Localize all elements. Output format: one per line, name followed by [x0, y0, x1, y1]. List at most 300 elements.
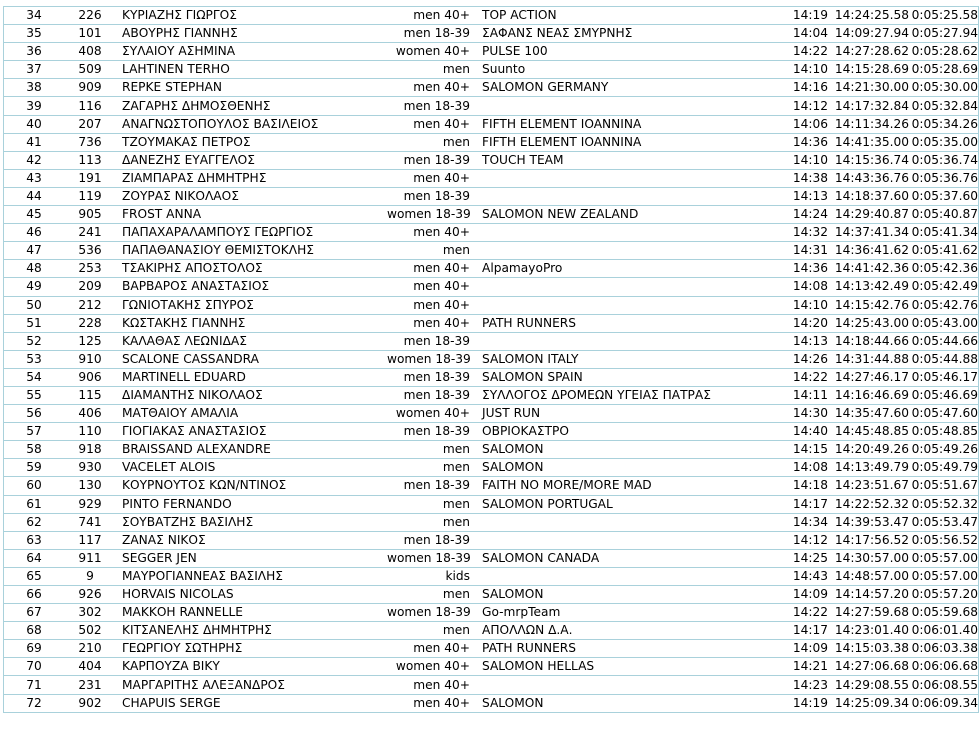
table-row — [4, 405, 979, 423]
category-cell: men 40+ — [387, 7, 482, 25]
start-time-cell: 14:36 — [782, 260, 834, 278]
category-cell: women 18-39 — [387, 206, 482, 224]
bib-cell: 125 — [64, 332, 116, 350]
results-table — [3, 6, 979, 713]
team-cell: SALOMON CANADA — [482, 549, 782, 567]
team-cell — [482, 187, 782, 205]
team-cell: SALOMON — [482, 586, 782, 604]
team-cell: SALOMON HELLAS — [482, 658, 782, 676]
category-cell: women 40+ — [387, 43, 482, 61]
category-cell: men 40+ — [387, 676, 482, 694]
team-cell: FIFTH ELEMENT IOANNINA — [482, 115, 782, 133]
table-row — [4, 531, 979, 549]
bib-cell: 909 — [64, 79, 116, 97]
table-row — [4, 79, 979, 97]
name-cell: ΜΑΚΚΟΗ RANNELLE — [116, 604, 387, 622]
table-row — [4, 640, 979, 658]
race-time-cell: 0:05:42.49 — [909, 278, 979, 296]
name-cell: ΖΑΝΑΣ ΝΙΚΟΣ — [116, 531, 387, 549]
table-row — [4, 423, 979, 441]
bib-cell: 212 — [64, 296, 116, 314]
name-cell: ΚΙΤΣΑΝΕΛΗΣ ΔΗΜΗΤΡΗΣ — [116, 622, 387, 640]
start-time-cell: 14:20 — [782, 314, 834, 332]
finish-time-cell: 14:39:53.47 — [834, 513, 909, 531]
team-cell: PATH RUNNERS — [482, 640, 782, 658]
start-time-cell: 14:25 — [782, 549, 834, 567]
team-cell — [482, 97, 782, 115]
name-cell: ΤΣΑΚΙΡΗΣ ΑΠΟΣΤΟΛΟΣ — [116, 260, 387, 278]
table-row — [4, 513, 979, 531]
team-cell — [482, 224, 782, 242]
race-time-cell: 0:05:47.60 — [909, 405, 979, 423]
race-time-cell: 0:05:57.20 — [909, 586, 979, 604]
position-cell: 47 — [4, 242, 65, 260]
category-cell: men 40+ — [387, 79, 482, 97]
finish-time-cell: 14:21:30.00 — [834, 79, 909, 97]
position-cell: 41 — [4, 133, 65, 151]
name-cell: FROST ANNA — [116, 206, 387, 224]
name-cell: ΚΩΣΤΑΚΗΣ ΓΙΑΝΝΗΣ — [116, 314, 387, 332]
finish-time-cell: 14:15:28.69 — [834, 61, 909, 79]
bib-cell: 231 — [64, 676, 116, 694]
finish-time-cell: 14:27:46.17 — [834, 368, 909, 386]
race-time-cell: 0:05:36.74 — [909, 151, 979, 169]
position-cell: 63 — [4, 531, 65, 549]
start-time-cell: 14:26 — [782, 350, 834, 368]
race-time-cell: 0:05:42.76 — [909, 296, 979, 314]
category-cell: men 18-39 — [387, 477, 482, 495]
team-cell: SALOMON PORTUGAL — [482, 495, 782, 513]
finish-time-cell: 14:41:42.36 — [834, 260, 909, 278]
bib-cell: 241 — [64, 224, 116, 242]
race-time-cell: 0:05:49.26 — [909, 441, 979, 459]
position-cell: 48 — [4, 260, 65, 278]
table-row — [4, 169, 979, 187]
bib-cell: 9 — [64, 567, 116, 585]
position-cell: 70 — [4, 658, 65, 676]
team-cell — [482, 531, 782, 549]
name-cell: SEGGER JEN — [116, 549, 387, 567]
name-cell: PINTO FERNANDO — [116, 495, 387, 513]
name-cell: REPKE STEPHAN — [116, 79, 387, 97]
category-cell: men 18-39 — [387, 151, 482, 169]
position-cell: 44 — [4, 187, 65, 205]
bib-cell: 209 — [64, 278, 116, 296]
table-row — [4, 459, 979, 477]
position-cell: 54 — [4, 368, 65, 386]
position-cell: 51 — [4, 314, 65, 332]
category-cell: men — [387, 441, 482, 459]
finish-time-cell: 14:27:28.62 — [834, 43, 909, 61]
finish-time-cell: 14:18:37.60 — [834, 187, 909, 205]
name-cell: ΓΕΩΡΓΙΟΥ ΣΩΤΗΡΗΣ — [116, 640, 387, 658]
finish-time-cell: 14:29:08.55 — [834, 676, 909, 694]
team-cell: Go-mrpTeam — [482, 604, 782, 622]
race-time-cell: 0:05:59.68 — [909, 604, 979, 622]
table-row — [4, 206, 979, 224]
category-cell: women 18-39 — [387, 350, 482, 368]
bib-cell: 905 — [64, 206, 116, 224]
position-cell: 56 — [4, 405, 65, 423]
bib-cell: 408 — [64, 43, 116, 61]
table-row — [4, 386, 979, 404]
name-cell: ΚΑΡΠΟΥΖΑ ΒΙΚΥ — [116, 658, 387, 676]
team-cell: SALOMON ITALY — [482, 350, 782, 368]
start-time-cell: 14:13 — [782, 187, 834, 205]
table-row — [4, 622, 979, 640]
finish-time-cell: 14:41:35.00 — [834, 133, 909, 151]
finish-time-cell: 14:15:36.74 — [834, 151, 909, 169]
name-cell: ΣΥΛΑΙΟΥ ΑΣΗΜΙΝΑ — [116, 43, 387, 61]
category-cell: men 18-39 — [387, 531, 482, 549]
team-cell: ΟΒΡΙΟΚΑΣΤΡΟ — [482, 423, 782, 441]
category-cell: women 18-39 — [387, 549, 482, 567]
race-time-cell: 0:05:27.94 — [909, 25, 979, 43]
category-cell: men 18-39 — [387, 332, 482, 350]
team-cell: PATH RUNNERS — [482, 314, 782, 332]
bib-cell: 130 — [64, 477, 116, 495]
finish-time-cell: 14:25:09.34 — [834, 694, 909, 712]
position-cell: 42 — [4, 151, 65, 169]
race-time-cell: 0:05:37.60 — [909, 187, 979, 205]
bib-cell: 228 — [64, 314, 116, 332]
start-time-cell: 14:19 — [782, 7, 834, 25]
position-cell: 64 — [4, 549, 65, 567]
bib-cell: 404 — [64, 658, 116, 676]
table-row — [4, 368, 979, 386]
bib-cell: 406 — [64, 405, 116, 423]
bib-cell: 115 — [64, 386, 116, 404]
table-row — [4, 25, 979, 43]
start-time-cell: 14:10 — [782, 61, 834, 79]
bib-cell: 906 — [64, 368, 116, 386]
position-cell: 72 — [4, 694, 65, 712]
category-cell: men 18-39 — [387, 187, 482, 205]
team-cell: FAITH NO MORE/MORE MAD — [482, 477, 782, 495]
finish-time-cell: 14:09:27.94 — [834, 25, 909, 43]
table-row — [4, 224, 979, 242]
race-time-cell: 0:06:03.38 — [909, 640, 979, 658]
position-cell: 52 — [4, 332, 65, 350]
table-row — [4, 7, 979, 25]
start-time-cell: 14:15 — [782, 441, 834, 459]
name-cell: ΚΥΡΙΑΖΗΣ ΓΙΩΡΓΟΣ — [116, 7, 387, 25]
table-row — [4, 97, 979, 115]
bib-cell: 930 — [64, 459, 116, 477]
start-time-cell: 14:13 — [782, 332, 834, 350]
category-cell: men — [387, 495, 482, 513]
start-time-cell: 14:11 — [782, 386, 834, 404]
bib-cell: 226 — [64, 7, 116, 25]
start-time-cell: 14:34 — [782, 513, 834, 531]
name-cell: ΜΑΤΘΑΙΟΥ ΑΜΑΛΙΑ — [116, 405, 387, 423]
finish-time-cell: 14:22:52.32 — [834, 495, 909, 513]
bib-cell: 911 — [64, 549, 116, 567]
start-time-cell: 14:22 — [782, 368, 834, 386]
category-cell: men — [387, 242, 482, 260]
table-row — [4, 477, 979, 495]
table-row — [4, 604, 979, 622]
start-time-cell: 14:17 — [782, 622, 834, 640]
bib-cell: 302 — [64, 604, 116, 622]
position-cell: 61 — [4, 495, 65, 513]
table-row — [4, 260, 979, 278]
start-time-cell: 14:22 — [782, 604, 834, 622]
category-cell: men 18-39 — [387, 25, 482, 43]
name-cell: ΓΙΟΓΙΑΚΑΣ ΑΝΑΣΤΑΣΙΟΣ — [116, 423, 387, 441]
finish-time-cell: 14:45:48.85 — [834, 423, 909, 441]
race-time-cell: 0:05:57.00 — [909, 549, 979, 567]
name-cell: ΚΟΥΡΝΟΥΤΟΣ ΚΩΝ/ΝΤΙΝΟΣ — [116, 477, 387, 495]
bib-cell: 210 — [64, 640, 116, 658]
table-row — [4, 314, 979, 332]
race-time-cell: 0:05:46.17 — [909, 368, 979, 386]
race-time-cell: 0:06:01.40 — [909, 622, 979, 640]
race-time-cell: 0:05:41.34 — [909, 224, 979, 242]
position-cell: 58 — [4, 441, 65, 459]
start-time-cell: 14:17 — [782, 495, 834, 513]
category-cell: men — [387, 513, 482, 531]
finish-time-cell: 14:23:01.40 — [834, 622, 909, 640]
name-cell: LAHTINEN TERHO — [116, 61, 387, 79]
category-cell: men 40+ — [387, 278, 482, 296]
start-time-cell: 14:30 — [782, 405, 834, 423]
bib-cell: 119 — [64, 187, 116, 205]
name-cell: SCALONE CASSANDRA — [116, 350, 387, 368]
category-cell: men 18-39 — [387, 368, 482, 386]
position-cell: 50 — [4, 296, 65, 314]
bib-cell: 536 — [64, 242, 116, 260]
bib-cell: 253 — [64, 260, 116, 278]
category-cell: men 18-39 — [387, 386, 482, 404]
team-cell — [482, 278, 782, 296]
team-cell: SALOMON SPAIN — [482, 368, 782, 386]
start-time-cell: 14:24 — [782, 206, 834, 224]
finish-time-cell: 14:27:59.68 — [834, 604, 909, 622]
name-cell: ΜΑΡΓΑΡΙΤΗΣ ΑΛΕΞΑΝΔΡΟΣ — [116, 676, 387, 694]
team-cell: SALOMON — [482, 694, 782, 712]
start-time-cell: 14:32 — [782, 224, 834, 242]
team-cell — [482, 169, 782, 187]
name-cell: ΜΑΥΡΟΓΙΑΝΝΕΑΣ ΒΑΣΙΛΗΣ — [116, 567, 387, 585]
start-time-cell: 14:22 — [782, 43, 834, 61]
race-time-cell: 0:06:08.55 — [909, 676, 979, 694]
position-cell: 35 — [4, 25, 65, 43]
team-cell: PULSE 100 — [482, 43, 782, 61]
category-cell: men — [387, 586, 482, 604]
position-cell: 39 — [4, 97, 65, 115]
start-time-cell: 14:10 — [782, 296, 834, 314]
name-cell: ΠΑΠΑΘΑΝΑΣΙΟΥ ΘΕΜΙΣΤΟΚΛΗΣ — [116, 242, 387, 260]
name-cell: ΠΑΠΑΧΑΡΑΛΑΜΠΟΥΣ ΓΕΩΡΓΙΟΣ — [116, 224, 387, 242]
category-cell: men 40+ — [387, 640, 482, 658]
position-cell: 69 — [4, 640, 65, 658]
race-time-cell: 0:05:44.88 — [909, 350, 979, 368]
start-time-cell: 14:38 — [782, 169, 834, 187]
team-cell: Suunto — [482, 61, 782, 79]
category-cell: men 40+ — [387, 115, 482, 133]
race-time-cell: 0:05:49.79 — [909, 459, 979, 477]
name-cell: ΒΑΡΒΑΡΟΣ ΑΝΑΣΤΑΣΙΟΣ — [116, 278, 387, 296]
name-cell: ΖΙΑΜΠΑΡΑΣ ΔΗΜΗΤΡΗΣ — [116, 169, 387, 187]
position-cell: 40 — [4, 115, 65, 133]
start-time-cell: 14:10 — [782, 151, 834, 169]
table-row — [4, 586, 979, 604]
team-cell: SALOMON — [482, 459, 782, 477]
bib-cell: 910 — [64, 350, 116, 368]
bib-cell: 207 — [64, 115, 116, 133]
race-time-cell: 0:05:28.62 — [909, 43, 979, 61]
start-time-cell: 14:12 — [782, 531, 834, 549]
position-cell: 67 — [4, 604, 65, 622]
table-row — [4, 187, 979, 205]
category-cell: men 40+ — [387, 694, 482, 712]
finish-time-cell: 14:15:42.76 — [834, 296, 909, 314]
start-time-cell: 14:04 — [782, 25, 834, 43]
table-row — [4, 242, 979, 260]
table-row — [4, 549, 979, 567]
name-cell: BRAISSAND ALEXANDRE — [116, 441, 387, 459]
finish-time-cell: 14:18:44.66 — [834, 332, 909, 350]
table-row — [4, 278, 979, 296]
name-cell: ΑΒΟΥΡΗΣ ΓΙΑΝΝΗΣ — [116, 25, 387, 43]
category-cell: men — [387, 61, 482, 79]
race-time-cell: 0:06:06.68 — [909, 658, 979, 676]
table-row — [4, 676, 979, 694]
name-cell: ΖΑΓΑΡΗΣ ΔΗΜΟΣΘΕΝΗΣ — [116, 97, 387, 115]
results-body — [4, 7, 979, 713]
finish-time-cell: 14:30:57.00 — [834, 549, 909, 567]
finish-time-cell: 14:16:46.69 — [834, 386, 909, 404]
category-cell: men — [387, 459, 482, 477]
finish-time-cell: 14:23:51.67 — [834, 477, 909, 495]
name-cell: MARTINELL EDUARD — [116, 368, 387, 386]
race-time-cell: 0:05:52.32 — [909, 495, 979, 513]
finish-time-cell: 14:24:25.58 — [834, 7, 909, 25]
category-cell: kids — [387, 567, 482, 585]
bib-cell: 926 — [64, 586, 116, 604]
race-time-cell: 0:05:25.58 — [909, 7, 979, 25]
position-cell: 57 — [4, 423, 65, 441]
category-cell: men 40+ — [387, 296, 482, 314]
finish-time-cell: 14:17:56.52 — [834, 531, 909, 549]
position-cell: 66 — [4, 586, 65, 604]
start-time-cell: 14:31 — [782, 242, 834, 260]
position-cell: 34 — [4, 7, 65, 25]
table-row — [4, 658, 979, 676]
category-cell: men 40+ — [387, 169, 482, 187]
table-row — [4, 495, 979, 513]
team-cell: TOP ACTION — [482, 7, 782, 25]
race-time-cell: 0:05:46.69 — [909, 386, 979, 404]
table-row — [4, 567, 979, 585]
table-row — [4, 296, 979, 314]
team-cell: AlpamayoPro — [482, 260, 782, 278]
finish-time-cell: 14:43:36.76 — [834, 169, 909, 187]
race-time-cell: 0:05:42.36 — [909, 260, 979, 278]
start-time-cell: 14:36 — [782, 133, 834, 151]
start-time-cell: 14:06 — [782, 115, 834, 133]
team-cell: JUST RUN — [482, 405, 782, 423]
race-time-cell: 0:05:36.76 — [909, 169, 979, 187]
bib-cell: 113 — [64, 151, 116, 169]
race-time-cell: 0:05:43.00 — [909, 314, 979, 332]
race-time-cell: 0:05:30.00 — [909, 79, 979, 97]
start-time-cell: 14:12 — [782, 97, 834, 115]
bib-cell: 101 — [64, 25, 116, 43]
category-cell: men 18-39 — [387, 423, 482, 441]
category-cell: men 40+ — [387, 224, 482, 242]
name-cell: VACELET ALOIS — [116, 459, 387, 477]
finish-time-cell: 14:13:42.49 — [834, 278, 909, 296]
start-time-cell: 14:19 — [782, 694, 834, 712]
team-cell: FIFTH ELEMENT IOANNINA — [482, 133, 782, 151]
finish-time-cell: 14:29:40.87 — [834, 206, 909, 224]
category-cell: men — [387, 622, 482, 640]
race-time-cell: 0:05:51.67 — [909, 477, 979, 495]
table-row — [4, 332, 979, 350]
start-time-cell: 14:40 — [782, 423, 834, 441]
race-time-cell: 0:05:35.00 — [909, 133, 979, 151]
name-cell: HORVAIS NICOLAS — [116, 586, 387, 604]
position-cell: 46 — [4, 224, 65, 242]
table-row — [4, 61, 979, 79]
start-time-cell: 14:23 — [782, 676, 834, 694]
table-row — [4, 133, 979, 151]
race-time-cell: 0:05:32.84 — [909, 97, 979, 115]
team-cell — [482, 332, 782, 350]
table-row — [4, 43, 979, 61]
finish-time-cell: 14:31:44.88 — [834, 350, 909, 368]
start-time-cell: 14:18 — [782, 477, 834, 495]
table-row — [4, 441, 979, 459]
finish-time-cell: 14:36:41.62 — [834, 242, 909, 260]
finish-time-cell: 14:15:03.38 — [834, 640, 909, 658]
position-cell: 55 — [4, 386, 65, 404]
finish-time-cell: 14:20:49.26 — [834, 441, 909, 459]
race-time-cell: 0:05:28.69 — [909, 61, 979, 79]
team-cell: ΣΥΛΛΟΓΟΣ ΔΡΟΜΕΩΝ ΥΓΕΙΑΣ ΠΑΤΡΑΣ — [482, 386, 782, 404]
bib-cell: 741 — [64, 513, 116, 531]
position-cell: 60 — [4, 477, 65, 495]
category-cell: men 18-39 — [387, 97, 482, 115]
position-cell: 68 — [4, 622, 65, 640]
team-cell — [482, 676, 782, 694]
name-cell: CHAPUIS SERGE — [116, 694, 387, 712]
position-cell: 45 — [4, 206, 65, 224]
team-cell — [482, 513, 782, 531]
team-cell — [482, 567, 782, 585]
team-cell: ΑΠΟΛΛΩΝ Δ.Α. — [482, 622, 782, 640]
position-cell: 53 — [4, 350, 65, 368]
name-cell: ΑΝΑΓΝΩΣΤΟΠΟΥΛΟΣ ΒΑΣΙΛΕΙΟΣ — [116, 115, 387, 133]
start-time-cell: 14:08 — [782, 459, 834, 477]
race-time-cell: 0:05:34.26 — [909, 115, 979, 133]
table-row — [4, 151, 979, 169]
table-row — [4, 115, 979, 133]
category-cell: men 40+ — [387, 314, 482, 332]
name-cell: ΣΟΥΒΑΤΖΗΣ ΒΑΣΙΛΗΣ — [116, 513, 387, 531]
race-time-cell: 0:06:09.34 — [909, 694, 979, 712]
race-time-cell: 0:05:57.00 — [909, 567, 979, 585]
position-cell: 36 — [4, 43, 65, 61]
bib-cell: 117 — [64, 531, 116, 549]
finish-time-cell: 14:11:34.26 — [834, 115, 909, 133]
team-cell: SALOMON — [482, 441, 782, 459]
race-time-cell: 0:05:41.62 — [909, 242, 979, 260]
race-time-cell: 0:05:53.47 — [909, 513, 979, 531]
bib-cell: 918 — [64, 441, 116, 459]
